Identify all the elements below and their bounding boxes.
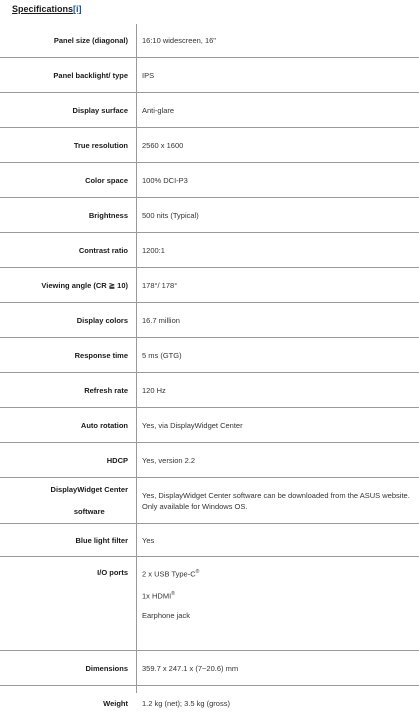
spec-value: IPS [142,70,155,80]
table-row [0,198,419,233]
spec-value: Yes, version 2.2 [142,455,196,465]
io-port-item: 1x HDMI® [142,590,175,600]
spec-label: Panel backlight/ type [53,70,128,80]
spec-label [0,478,128,523]
table-row [0,408,419,443]
spec-value: 500 nits (Typical) [142,210,199,220]
spec-value: 2560 x 1600 [142,140,184,150]
table-row [0,338,419,373]
table-row [0,233,419,268]
spec-table [0,24,419,720]
spec-label-line: software [73,507,105,516]
spec-label: HDCP [106,455,128,465]
registered-mark: ® [195,569,200,575]
spec-label: Brightness [88,210,128,220]
spec-value: 1200:1 [142,245,165,255]
spec-value: 178°/ 178° [142,280,178,290]
spec-value: 16.7 million [142,315,180,325]
spec-label: Dimensions [85,663,128,673]
spec-value: 120 Hz [142,385,166,395]
table-row [0,163,419,198]
table-row [0,373,419,408]
table-row [0,93,419,128]
spec-value: Anti-glare [142,105,175,115]
table-row [0,524,419,557]
spec-value: 359.7 x 247.1 x (7~20.6) mm [142,663,239,673]
spec-label: Auto rotation [80,420,128,430]
spec-label: Weight [103,698,128,708]
registered-mark: ® [171,590,175,597]
table-row [0,478,419,524]
spec-label: Contrast ratio [78,245,128,255]
io-port-item: 2 x USB Type-C® [142,569,200,579]
table-row [0,443,419,478]
table-row [0,128,419,163]
spec-label: Color space [85,175,128,185]
table-row [0,651,419,686]
heading-title[interactable]: Specifications [12,4,74,14]
table-row [0,58,419,93]
spec-label: I/O ports [97,568,128,577]
spec-label: Response time [74,350,128,360]
spec-label: Viewing angle (CR ≧ 10) [41,280,128,290]
spec-label: Blue light filter [75,535,128,545]
spec-label: Refresh rate [84,385,128,395]
spec-value: 1.2 kg (net); 3.5 kg (gross) [142,698,230,708]
spec-value-list [142,557,413,650]
spec-label: True resolution [73,140,128,150]
spec-label: Display surface [72,105,128,115]
spec-label: Panel size (diagonal) [53,36,128,45]
spec-value: Yes, DisplayWidget Center software can be downloaded from the ASUS website. Only available for Windows OS. [142,490,410,511]
spec-label: Display colors [76,315,128,325]
spec-label-line: DisplayWidget Center [50,485,128,494]
table-row [0,268,419,303]
spec-value: 16:10 widescreen, 16" [142,36,216,45]
spec-value: 5 ms (GTG) [142,350,182,360]
io-port-item: Earphone jack [142,611,190,620]
table-row [0,24,419,58]
table-row [0,686,419,720]
table-row [0,557,419,651]
table-row [0,303,419,338]
spec-value: Yes, via DisplayWidget Center [142,420,243,430]
info-reference-link[interactable]: [i] [73,4,82,14]
section-heading [12,4,82,14]
spec-value: Yes [142,535,155,545]
spec-value: 100% DCI-P3 [142,175,188,185]
